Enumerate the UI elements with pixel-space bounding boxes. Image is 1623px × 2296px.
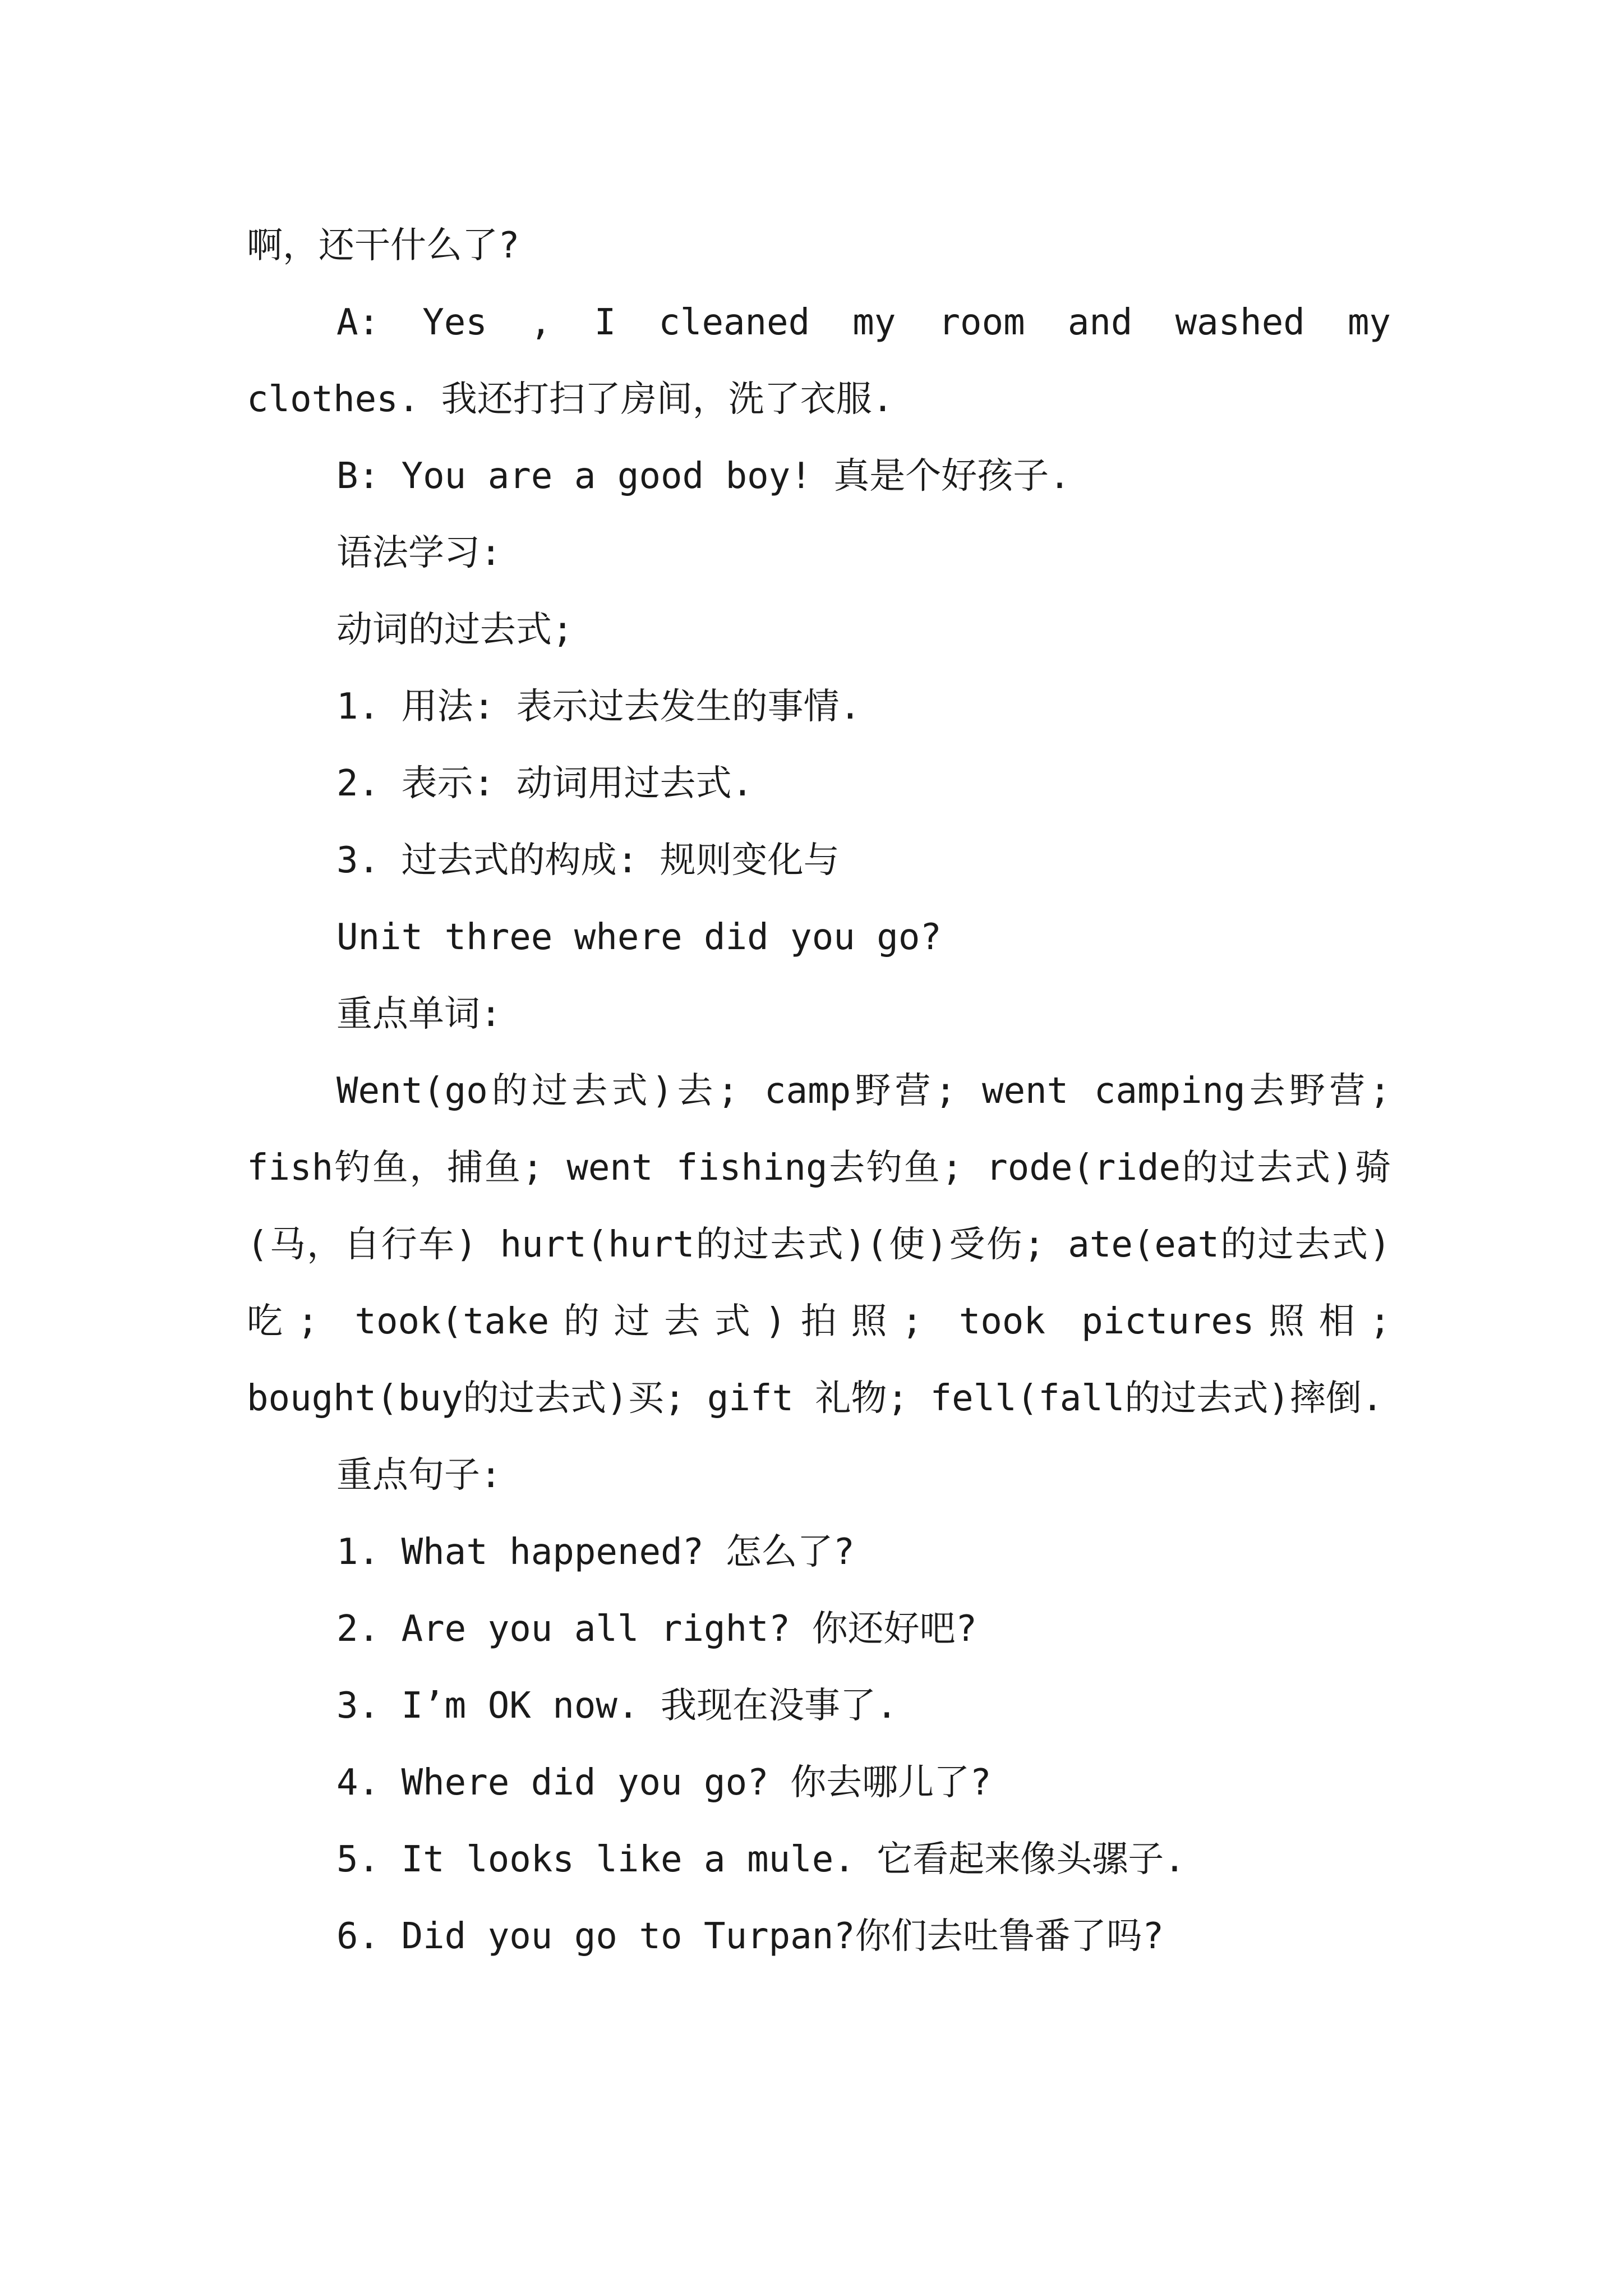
grammar-item-3: 3. 过去式的构成: 规则变化与 (336, 840, 840, 881)
sentence-item-4: 4. Where did you go? 你去哪儿了? (336, 1762, 992, 1803)
dialog-line-b: B: You are a good boy! 真是个好孩子. (336, 455, 1071, 497)
grammar-heading: 语法学习: (336, 532, 502, 574)
sentence-item-3: 3. I’m OK now. 我现在没事了. (336, 1685, 898, 1727)
sentence-item-1: 1. What happened? 怎么了? (336, 1531, 855, 1573)
sentence-item-2: 2. Are you all right? 你还好吧? (336, 1608, 978, 1650)
sentence-heading: 重点句子: (336, 1455, 502, 1496)
sentence-item-6: 6. Did you go to Turpan?你们去吐鲁番了吗? (336, 1916, 1164, 1957)
grammar-item-2: 2. 表示: 动词用过去式. (336, 763, 754, 804)
vocab-heading: 重点单词: (336, 993, 502, 1035)
unit-title: Unit three where did you go? (336, 917, 942, 958)
document-body (247, 208, 1391, 1975)
vocab-paragraph: Went(go的过去式)去; camp野营; went camping去野营; fish钓鱼，捕鱼; went fishing去钓鱼; rode(ride的过去式)骑(马，自行车) hurt(hurt的过去式)(使)受伤; ate(eat的过去式)吃; took(take的过去式)拍照; took pictures照相; bought(buy的过去式)买; gift 礼物; fell(fall的过去式)摔倒. (247, 1070, 1391, 1419)
text-line-continuation: 啊，还干什么了? (247, 225, 520, 266)
grammar-item-1: 1. 用法: 表示过去发生的事情. (336, 686, 861, 728)
grammar-topic: 动词的过去式; (336, 609, 574, 651)
dialog-line-a: A: Yes , I cleaned my room and washed my clothes. 我还打扫了房间，洗了衣服. (247, 302, 1391, 420)
sentence-item-5: 5. It looks like a mule. 它看起来像头骡子. (336, 1839, 1186, 1880)
